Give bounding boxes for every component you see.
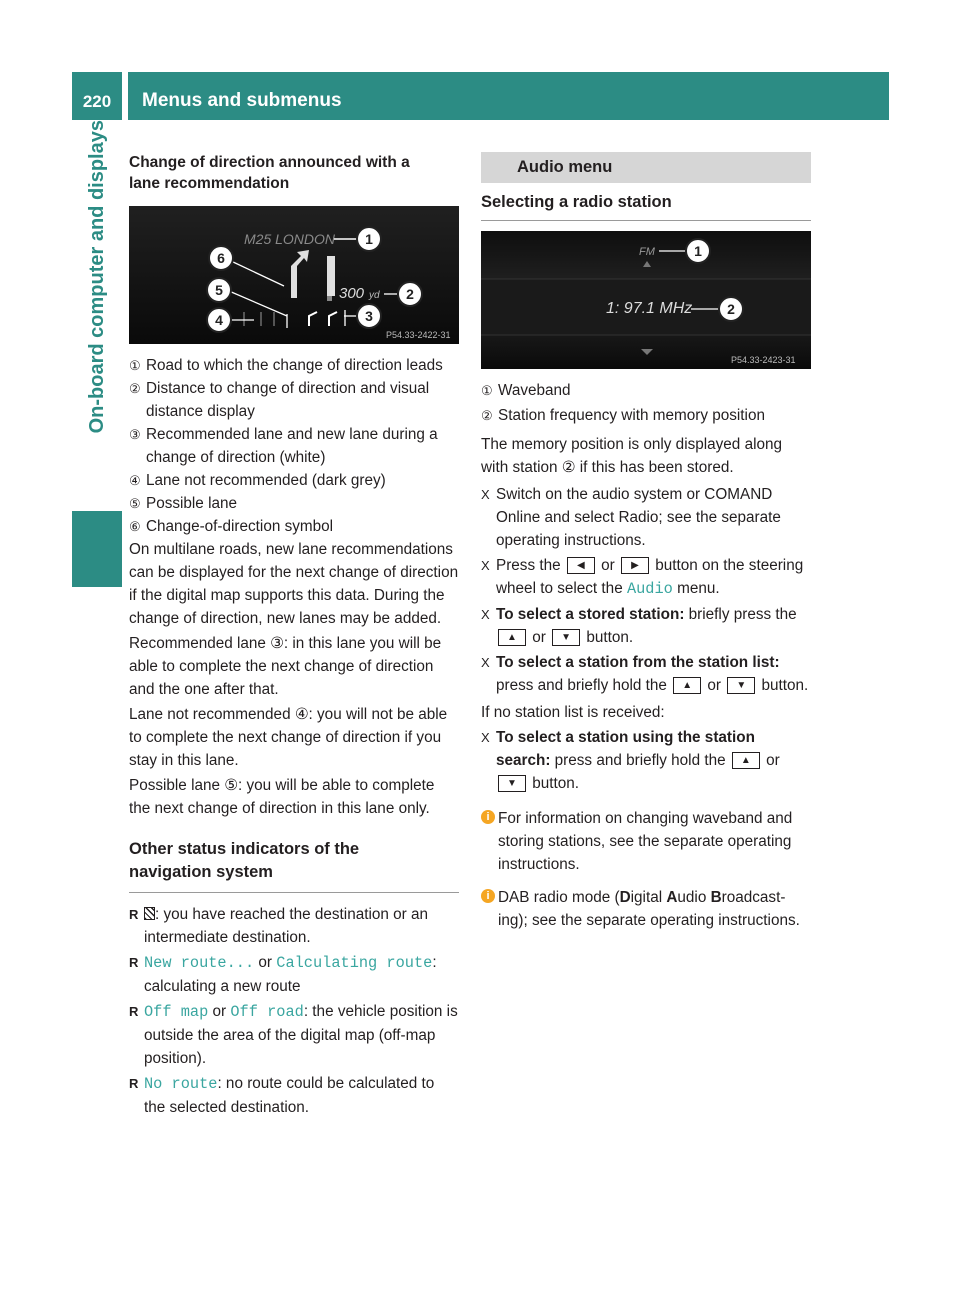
down-key-icon: ▼ xyxy=(727,677,755,694)
figure-lane-recommendation xyxy=(129,206,459,344)
fig2-frequency: 1: 97.1 MHz xyxy=(606,300,693,317)
fig1-callout-3: 3 xyxy=(365,308,373,324)
heading-radio-station: Selecting a radio station xyxy=(481,191,811,221)
down-key-icon: ▼ xyxy=(498,775,526,792)
fig2-band-text: FM xyxy=(639,246,655,258)
fig1-callout-2: 2 xyxy=(406,286,414,302)
info-icon: i xyxy=(481,810,495,824)
left-column xyxy=(129,152,459,1119)
fig2-code: P54.33-2423-31 xyxy=(731,355,796,365)
side-tab-label: On-board computer and displays xyxy=(86,120,108,434)
section-header xyxy=(128,72,889,120)
paragraph: If no station list is received: xyxy=(481,704,665,721)
fig1-callout-6: 6 xyxy=(217,250,225,266)
status-item-destination: R : you have reached the destination or an intermediate destination. xyxy=(129,906,428,946)
step-station-list: X To select a station from the station list: press and briefly hold the ▲ or ▼ button. xyxy=(481,654,809,694)
paragraph: On multilane roads, new lane recommendations can be displayed for the next change of direction if the digital map supports this data. During the change of direction, new lanes may be added. xyxy=(129,541,459,627)
divider xyxy=(129,892,459,893)
paragraph: The memory position is only displayed along with station ② if this has been stored. xyxy=(481,436,782,476)
step-switch-on: X Switch on the audio system or COMAND Online and select Radio; see the separate operating instructions. xyxy=(481,486,781,549)
fig1-unit: yd xyxy=(369,290,380,301)
legend-list xyxy=(129,354,459,538)
legend-item: ② Distance to change of direction and visual distance display xyxy=(129,380,430,420)
figure-radio-display xyxy=(481,231,811,369)
legend-item: ⑤ Possible lane xyxy=(129,495,237,512)
fig1-callout-5: 5 xyxy=(215,282,223,298)
fig2-callout-2: 2 xyxy=(727,301,735,317)
info-waveband: i For information on changing waveband and storing stations, see the separate operating instructions. xyxy=(481,807,811,876)
left-arrow-key-icon: ◀ xyxy=(567,557,595,574)
legend-item: ⑥ Change-of-direction symbol xyxy=(129,518,334,535)
page-number: 220 xyxy=(72,72,122,120)
destination-flag-icon xyxy=(144,907,155,920)
fig1-distance: 300 xyxy=(339,285,365,302)
legend-item: ② Station frequency with memory position xyxy=(481,407,765,424)
fig1-callout-1: 1 xyxy=(365,231,373,247)
up-key-icon: ▲ xyxy=(498,629,526,646)
fig1-code: P54.33-2422-31 xyxy=(386,330,451,340)
up-key-icon: ▲ xyxy=(732,752,760,769)
right-arrow-key-icon: ▶ xyxy=(621,557,649,574)
up-key-icon: ▲ xyxy=(673,677,701,694)
legend-item: ③ Recommended lane and new lane during a change of direction (white) xyxy=(129,426,438,466)
paragraph: Lane not recommended ④: you will not be able to complete the next change of direction if you stay in this lane. xyxy=(129,706,448,769)
side-tab-marker xyxy=(72,511,122,587)
paragraph: Recommended lane ③: in this lane you will be able to complete the next change of direction and the one after that. xyxy=(129,635,442,698)
status-item-new-route: R New route... or Calculating route: calculating a new route xyxy=(129,954,437,995)
legend-item: ④ Lane not recommended (dark grey) xyxy=(129,472,386,489)
step-stored-station: X To select a stored station: briefly press the ▲ or ▼ button. xyxy=(481,606,797,646)
step-press-button: X Press the ◀ or ▶ button on the steering wheel to select the Audio menu. xyxy=(481,557,804,598)
fig1-callout-4: 4 xyxy=(215,312,223,328)
step-station-search: X To select a station using the station search: press and briefly hold the ▲ or ▼ button. xyxy=(481,729,780,792)
status-item-no-route: R No route: no route could be calculated to the selected destination. xyxy=(129,1075,435,1116)
right-column xyxy=(481,152,811,932)
legend-item: ① Road to which the change of direction leads xyxy=(129,357,443,374)
info-dab: i DAB radio mode (Digital Audio Broadcast-ing); see the separate operating instructions. xyxy=(481,886,811,932)
fig2-callout-1: 1 xyxy=(694,243,702,259)
heading-status-indicators: Other status indicators of the navigation system xyxy=(129,840,360,881)
legend-item: ① Waveband xyxy=(481,382,571,399)
paragraph: Possible lane ⑤: you will be able to complete the next change of direction in this lane only. xyxy=(129,777,435,817)
fig1-road-text: M25 LONDON xyxy=(244,231,336,247)
audio-menu-band: Audio menu xyxy=(481,152,811,183)
down-key-icon: ▼ xyxy=(552,629,580,646)
info-icon: i xyxy=(481,889,495,903)
status-item-off-map: R Off map or Off road: the vehicle position is outside the area of the digital map (off-map position). xyxy=(129,1003,458,1067)
heading-lane-recommendation: Change of direction announced with a lane recommendation xyxy=(129,154,410,192)
section-title: Menus and submenus xyxy=(142,90,342,111)
